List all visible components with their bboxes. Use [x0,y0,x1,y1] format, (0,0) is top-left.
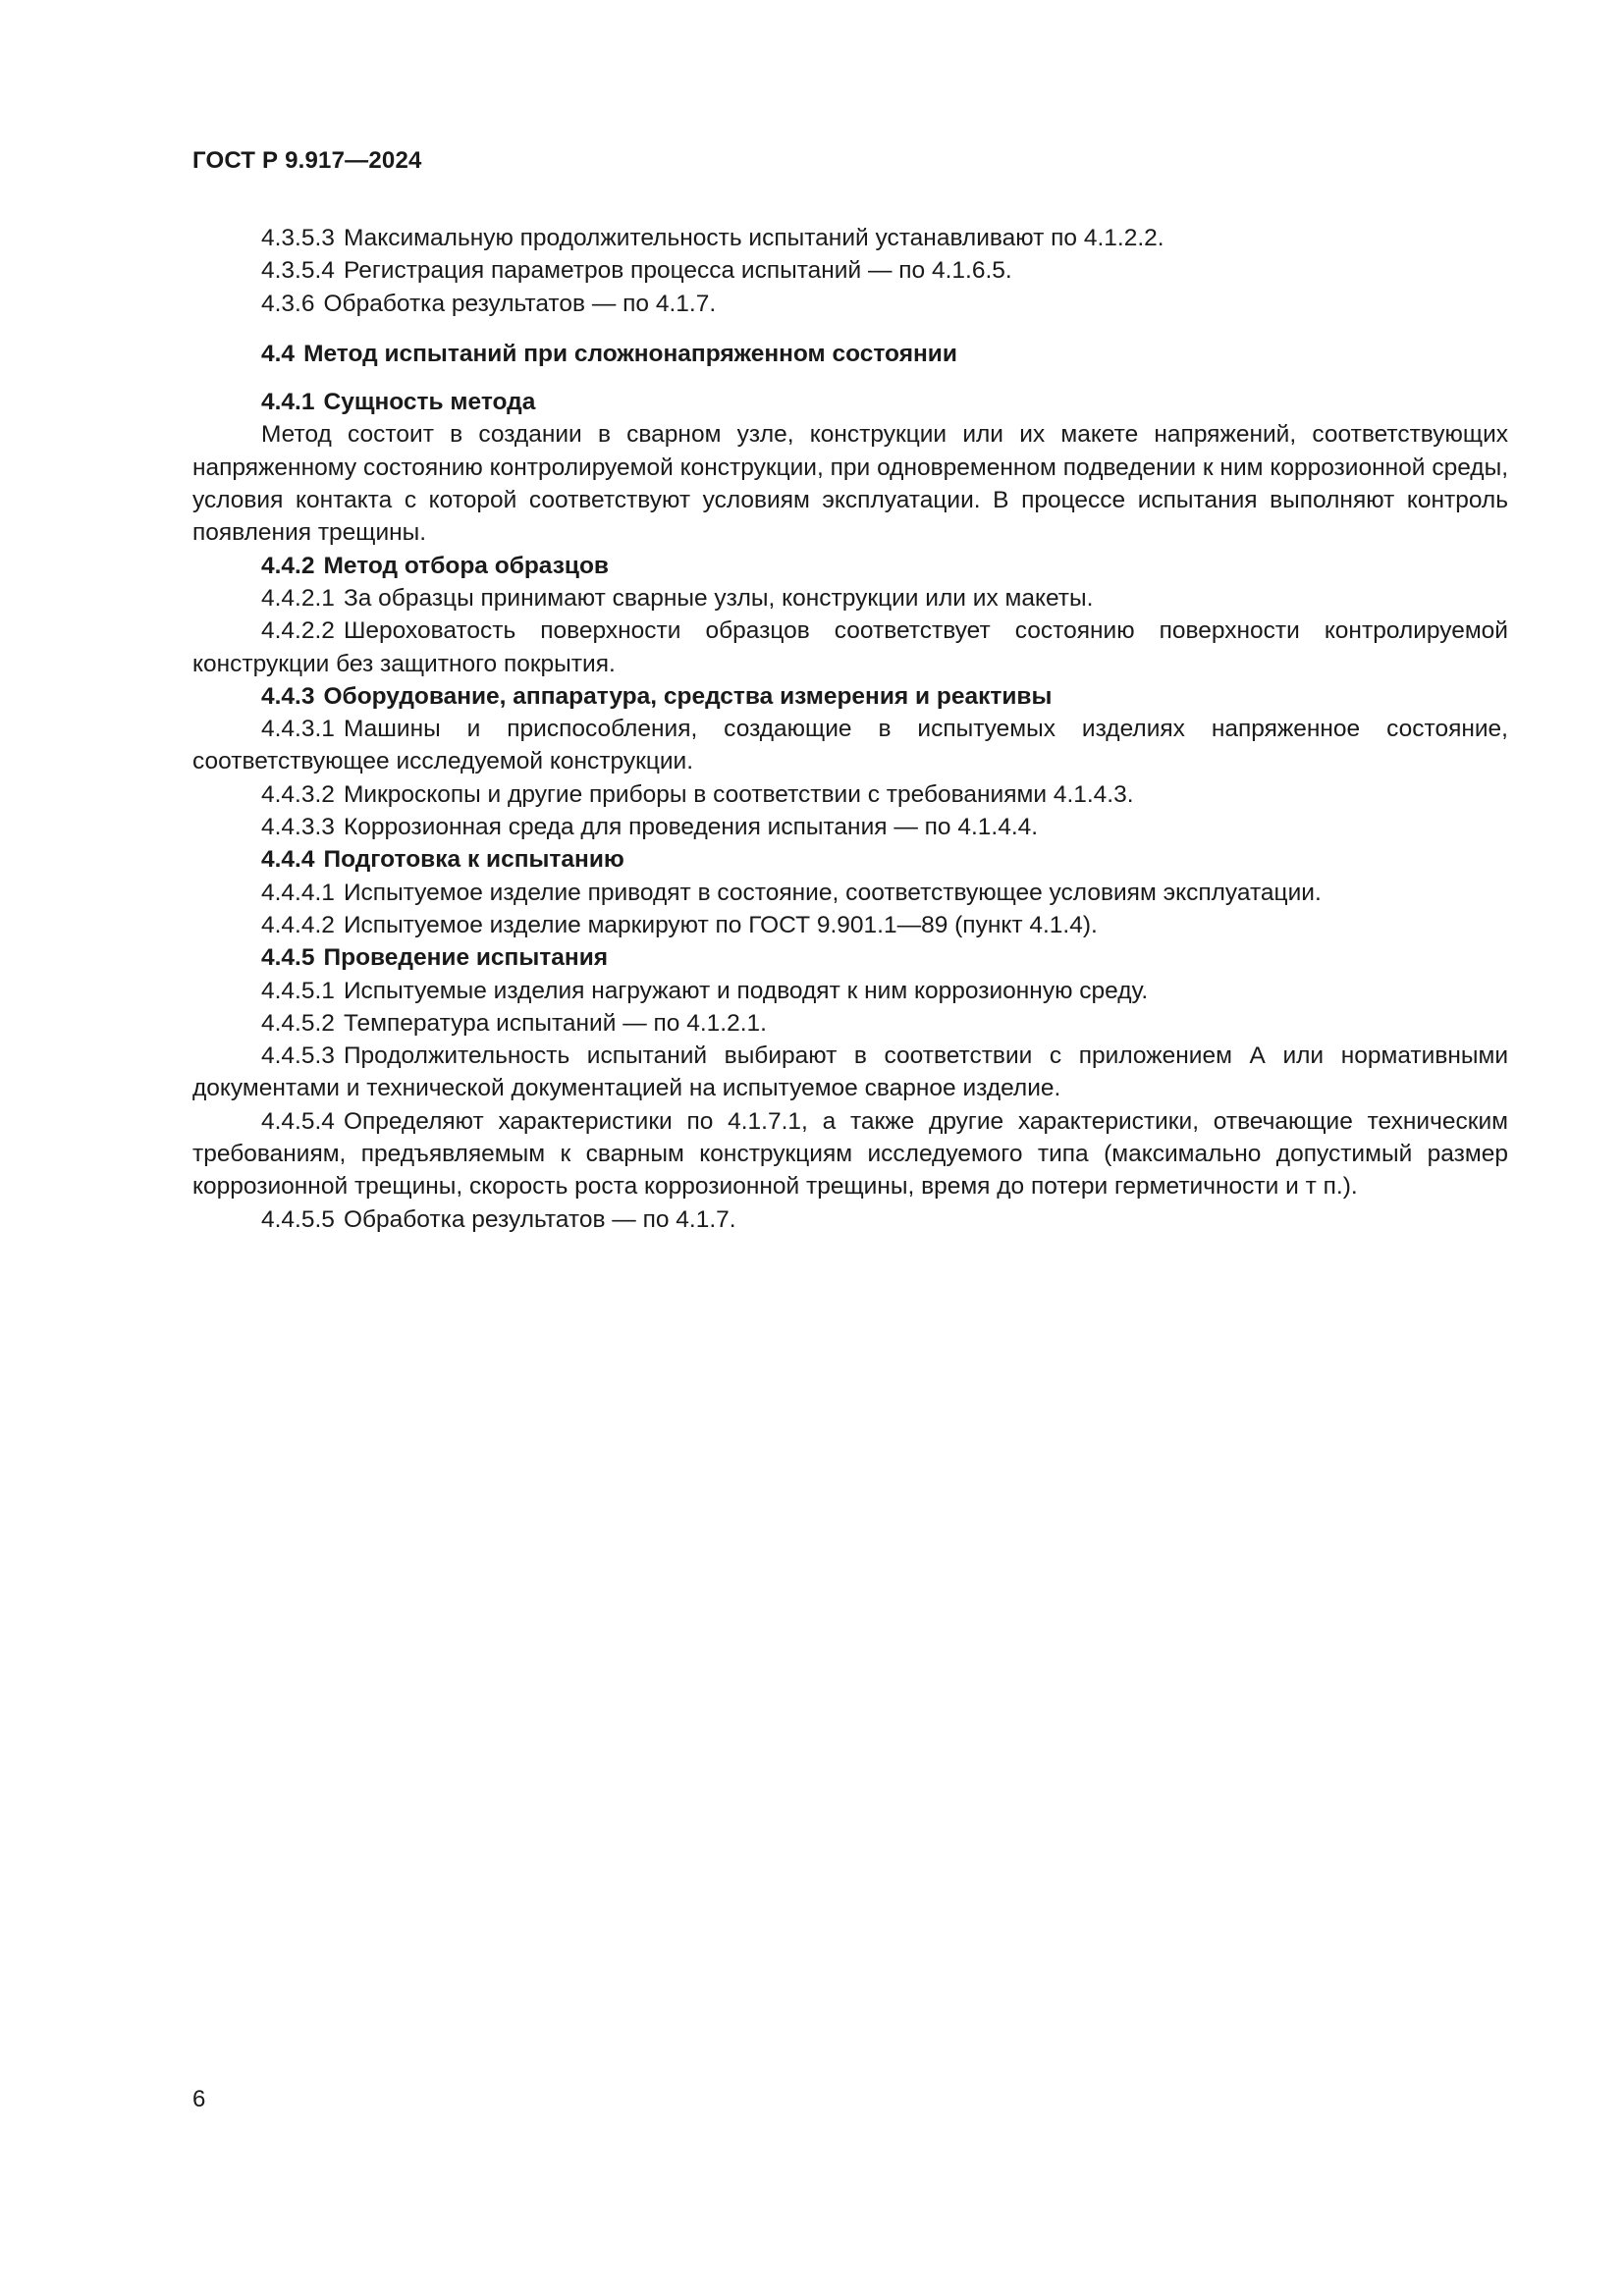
paragraph-4-3-5-4 [192,254,1508,287]
document-header: ГОСТ Р 9.917—2024 [192,147,422,174]
clause-text: Максимальную продолжительность испытаний устанавливают по 4.1.2.2. [343,225,1164,251]
subsection-title: Сущность метода [323,389,536,416]
clause-number: 4.4.2.1 [261,584,335,612]
clause-number: 4.4.4.1 [261,879,335,906]
clause-number: 4.4.3.1 [261,716,335,743]
clause-text: Метод состоит в создании в сварном узле, конструкции или их макете напряжений, соответствующих напряженному состоянию контролируемой конструкции, при одновременном подведении к ним коррозионной среды, условия контакта с которой соответствуют условиям эксплуатации. В процессе испытания выполняют контроль появления трещины. [192,421,1508,547]
paragraph-4-4-5-4 [192,1105,1508,1203]
subsection-number: 4.4.5 [261,944,315,972]
clause-number: 4.4.5.4 [261,1107,335,1135]
clause-number: 4.4.5.5 [261,1205,335,1233]
clause-text: Коррозионная среда для проведения испытания — по 4.1.4.4. [343,814,1039,841]
paragraph-4-4-5-1 [192,975,1508,1007]
subsection-heading-4-4-2 [192,550,1508,582]
paragraph-4-4-4-1 [192,877,1508,909]
subsection-title: Оборудование, аппаратура, средства измерения и реактивы [323,682,1053,710]
paragraph-4-4-5-2 [192,1007,1508,1040]
paragraph-4-3-5-3 [192,222,1508,254]
clause-text: Обработка результатов — по 4.1.7. [323,290,717,317]
clause-number: 4.3.5.3 [261,225,335,251]
clause-text: Температура испытаний — по 4.1.2.1. [343,1009,767,1037]
clause-text: Испытуемое изделие приводят в состояние, соответствующее условиям эксплуатации. [343,879,1322,906]
clause-text: Машины и приспособления, создающие в испытуемых изделиях напряженное состояние, соответствующее исследуемой конструкции. [192,716,1508,775]
paragraph-4-4-5-3 [192,1040,1508,1105]
paragraph-4-3-6 [192,288,1508,320]
section-title: Метод испытаний при сложнонапряженном состоянии [303,340,957,367]
clause-number: 4.4.5.1 [261,977,335,1004]
clause-number: 4.3.5.4 [261,257,335,285]
clause-text: Обработка результатов — по 4.1.7. [343,1205,736,1233]
paragraph-4-4-3-2 [192,778,1508,811]
page-number: 6 [192,2086,206,2112]
subsection-number: 4.4.3 [261,682,315,710]
clause-number: 4.4.4.2 [261,911,335,938]
paragraph-method-essence [192,418,1508,549]
subsection-number: 4.4.2 [261,552,315,579]
subsection-number: 4.4.4 [261,846,315,874]
clause-text: Определяют характеристики по 4.1.7.1, а также другие характеристики, отвечающие техническим требованиям, предъявляемым к сварным конструкциям исследуемого типа (максимально допустимый размер коррозионной трещины, скорость роста коррозионной трещины, время до потери герметичности и т п.). [192,1107,1508,1201]
subsection-title: Подготовка к испытанию [323,846,624,874]
clause-text: Микроскопы и другие приборы в соответствии с требованиями 4.1.4.3. [343,780,1134,808]
subsection-title: Метод отбора образцов [323,552,609,579]
clause-number: 4.4.3.2 [261,780,335,808]
clause-number: 4.3.6 [261,290,315,317]
subsection-heading-4-4-3 [192,680,1508,713]
clause-text: Шероховатость поверхности образцов соответствует состоянию поверхности контролируемой конструкции без защитного покрытия. [192,617,1508,677]
clause-number: 4.4.5.3 [261,1042,335,1070]
subsection-heading-4-4-1 [192,386,1508,418]
clause-number: 4.4.5.2 [261,1009,335,1037]
clause-text: Испытуемые изделия нагружают и подводят к ним коррозионную среду. [343,977,1149,1004]
clause-number: 4.4.3.3 [261,814,335,841]
paragraph-4-4-3-1 [192,713,1508,778]
subsection-number: 4.4.1 [261,389,315,416]
paragraph-4-4-4-2 [192,909,1508,941]
paragraph-4-4-5-5 [192,1203,1508,1236]
subsection-heading-4-4-5 [192,941,1508,974]
clause-text: Продолжительность испытаний выбирают в соответствии с приложением А или нормативными документами и технической документацией на испытуемое сварное изделие. [192,1042,1508,1102]
paragraph-4-4-3-3 [192,811,1508,843]
section-number: 4.4 [261,340,296,367]
clause-text: Испытуемое изделие маркируют по ГОСТ 9.901.1—89 (пункт 4.1.4). [343,911,1098,938]
subsection-heading-4-4-4 [192,843,1508,876]
section-heading-4-4 [192,338,1508,370]
subsection-title: Проведение испытания [323,944,609,972]
clause-text: За образцы принимают сварные узлы, конструкции или их макеты. [343,584,1094,612]
paragraph-4-4-2-1 [192,582,1508,614]
clause-text: Регистрация параметров процесса испытаний — по 4.1.6.5. [343,257,1012,285]
paragraph-4-4-2-2 [192,614,1508,680]
document-body [192,222,1508,1236]
clause-number: 4.4.2.2 [261,617,335,645]
